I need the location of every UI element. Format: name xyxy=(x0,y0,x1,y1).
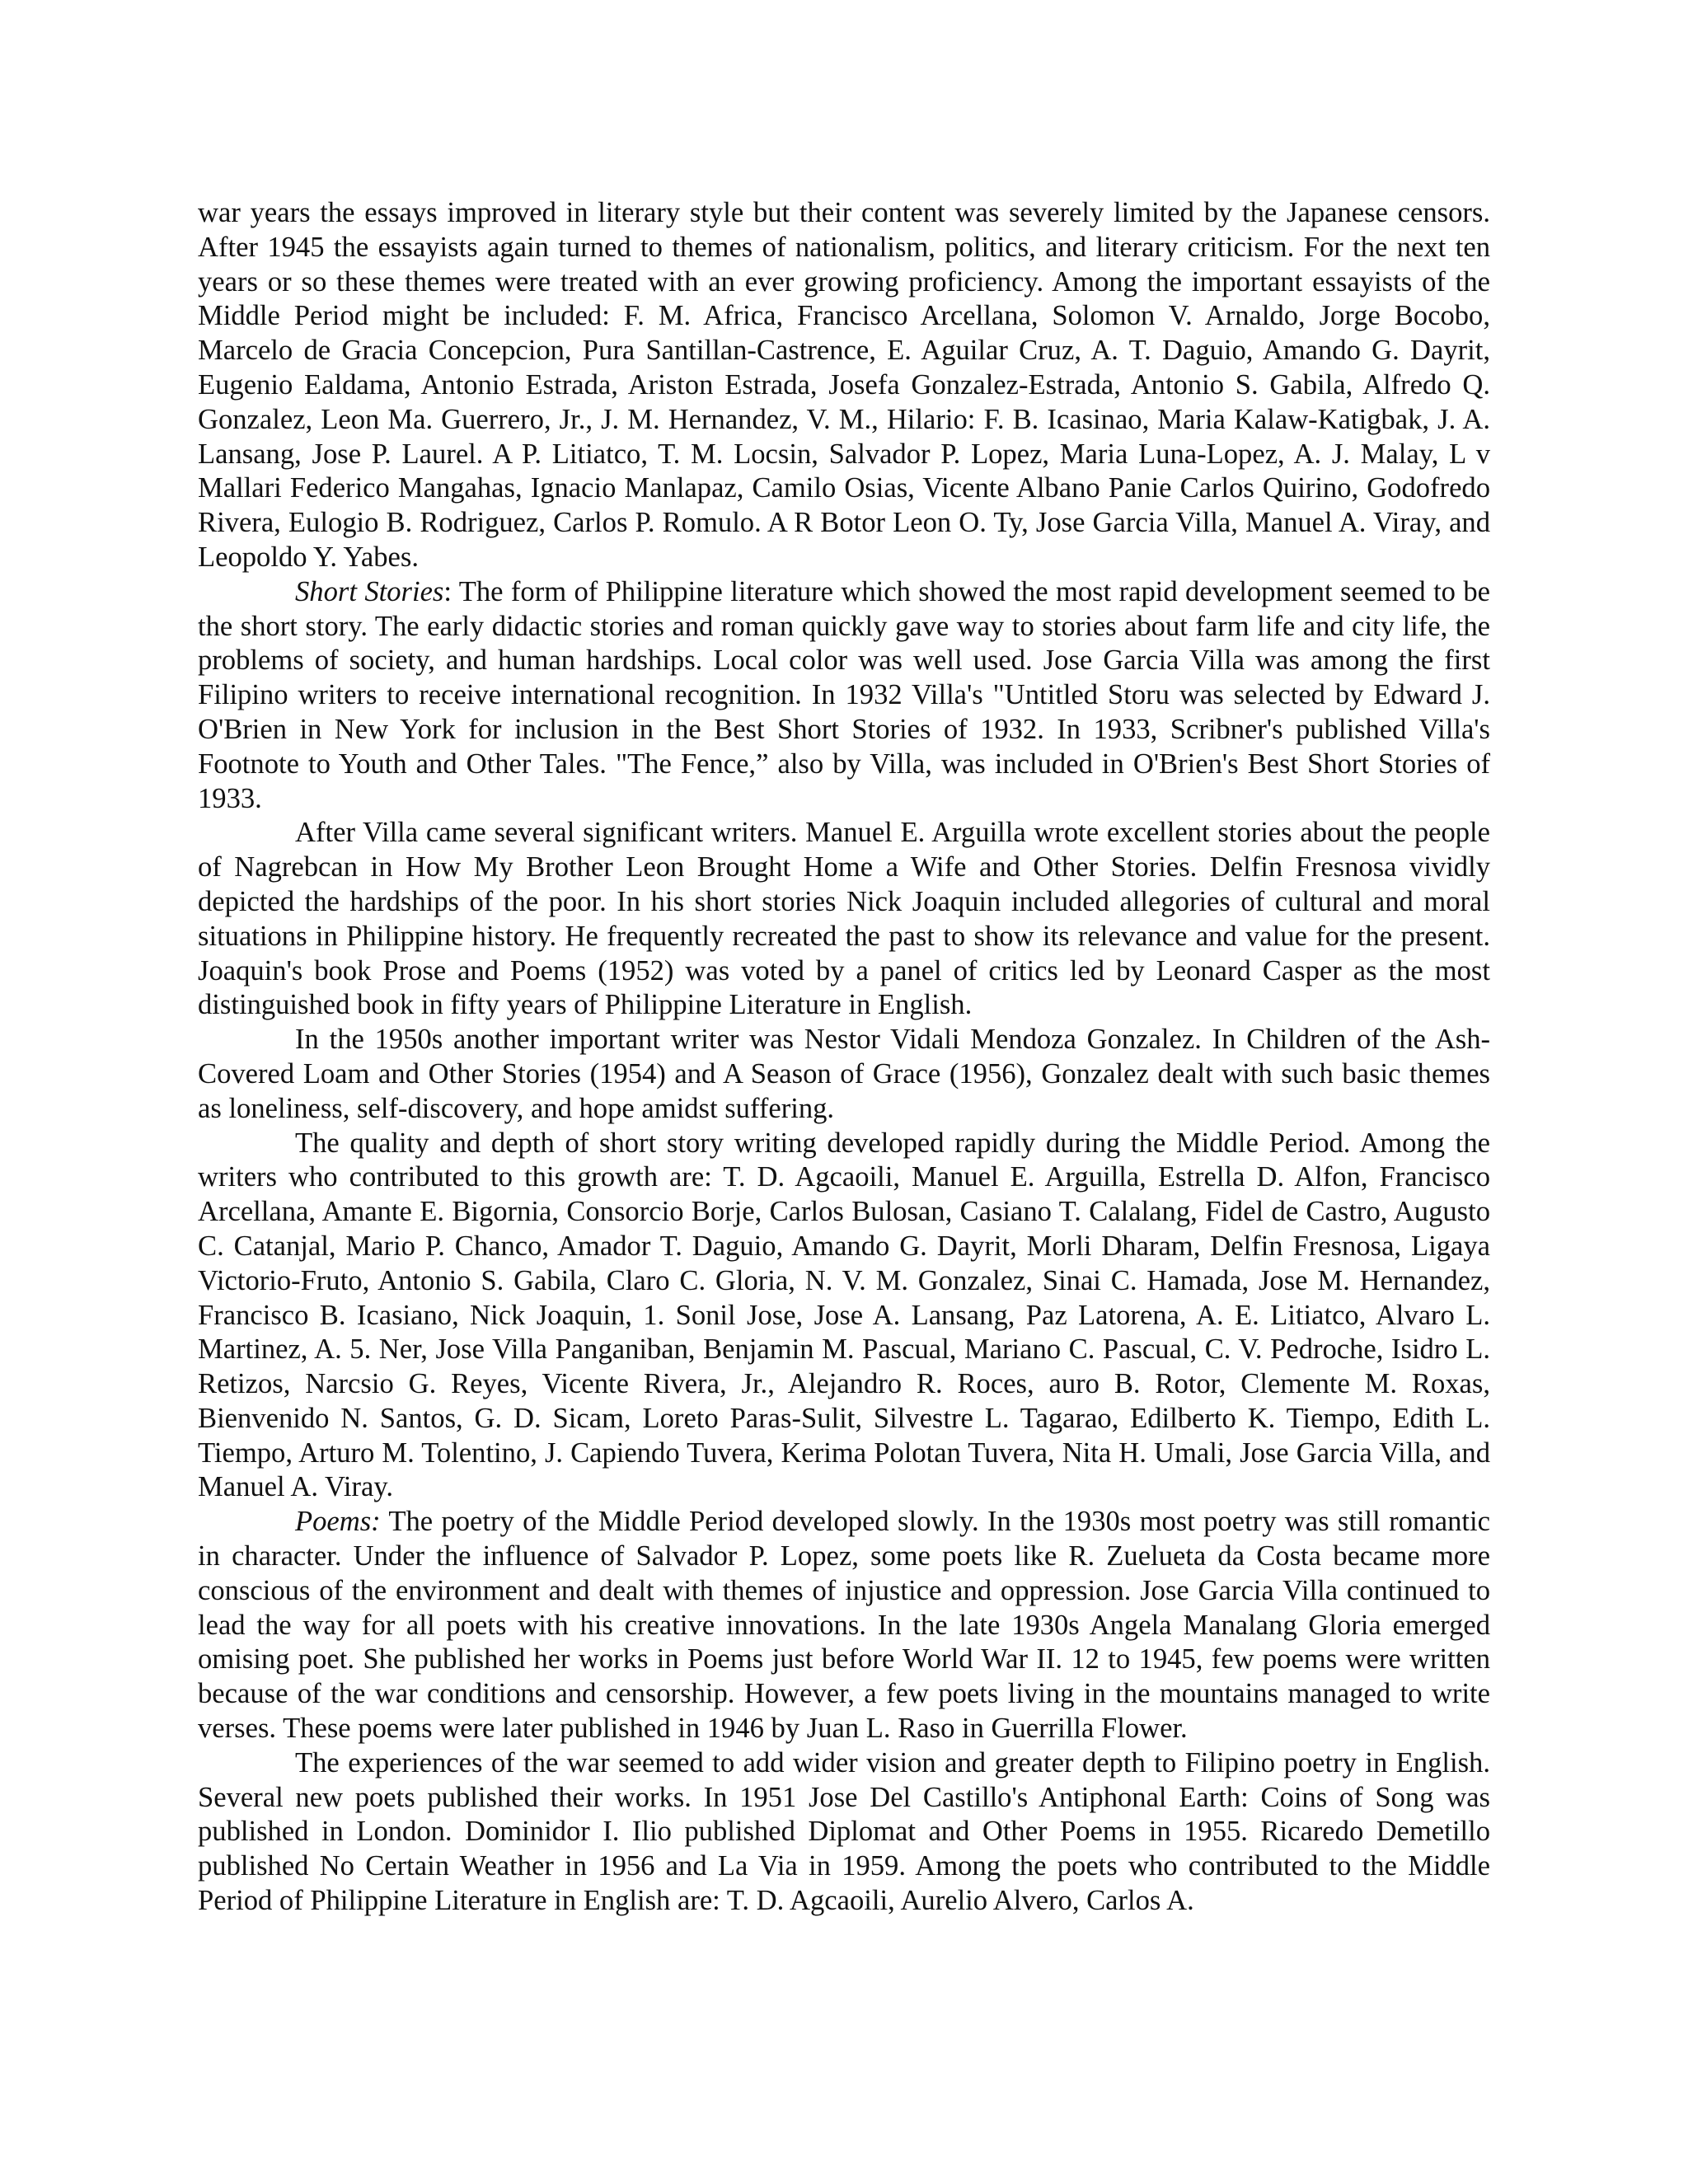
paragraph-short-stories xyxy=(198,575,1490,817)
paragraph-war-experiences xyxy=(198,1746,1490,1919)
section-lead-poems: Poems: xyxy=(295,1506,381,1538)
paragraph-text: The poetry of the Middle Period developed slowly. In the 1930s most poetry was still romantic in character. Under the influence of Salvador P. Lopez, some poets like R. Zuelueta da Costa became more conscious of the environment and dealt with themes of injustice and oppression. Jose Garcia Villa continued to lead the way for all poets with his creative innovations. In the late 1930s Angela Manalang Gloria emerged omising poet. She published her works in Poems just before World War II. 12 to 1945, few poems were written because of the war conditions and censorship. However, a few poets living in the mountains managed to write verses. These poems were later published in 1946 by Juan L. Raso in Guerrilla Flower. xyxy=(198,1506,1490,1745)
paragraph-text: After Villa came several significant writers. Manuel E. Arguilla wrote excellent stories about the people of Nagrebcan in How My Brother Leon Brought Home a Wife and Other Stories. Delfin Fresnosa vividly depicted the hardships of the poor. In his short stories Nick Joaquin included allegories of cultural and moral situations in Philippine history. He frequently recreated the past to show its relevance and value for the present. Joaquin's book Prose and Poems (1952) was voted by a panel of critics led by Leonard Casper as the most distinguished book in fifty years of Philippine Literature in English. xyxy=(198,817,1490,1021)
paragraph-text: In the 1950s another important writer was Nestor Vidali Mendoza Gonzalez. In Children of the Ash-Covered Loam and Other Stories (1954) and A Season of Grace (1956), Gonzalez dealt with such basic themes as loneliness, self-discovery, and hope amidst suffering. xyxy=(198,1024,1490,1124)
paragraph-essayists xyxy=(198,196,1490,575)
paragraph-1950s xyxy=(198,1023,1490,1126)
paragraph-text: The experiences of the war seemed to add wider vision and greater depth to Filipino poetry in English. Several new poets published their works. In 1951 Jose Del Castillo's Antiphonal Earth: Coins of Song was published in London. Dominidor I. Ilio published Diplomat and Other Poems in 1955. Ricaredo Demetillo published No Certain Weather in 1956 and La Via in 1959. Among the poets who contributed to the Middle Period of Philippine Literature in English are: T. D. Agcaoili, Aurelio Alvero, Carlos A. xyxy=(198,1746,1490,1917)
paragraph-text: war years the essays improved in literary style but their content was severely limited by the Japanese censors. After 1945 the essayists again turned to themes of nationalism, politics, and literary criticism. For the next ten years or so these themes were treated with an ever growing proficiency. Among the important essayists of the Middle Period might be included: F. M. Africa, Francisco Arcellana, Solomon V. Arnaldo, Jorge Bocobo, Marcelo de Gracia Concepcion, Pura Santillan-Castrence, E. Aguilar Cruz, A. T. Daguio, Amando G. Dayrit, Eugenio Ealdama, Antonio Estrada, Ariston Estrada, Josefa Gonzalez-Estrada, Antonio S. Gabila, Alfredo Q. Gonzalez, Leon Ma. Guerrero, Jr., J. M. Hernandez, V. M., Hilario: F. B. Icasinao, Maria Kalaw-Katigbak, J. A. Lansang, Jose P. Laurel. A P. Litiatco, T. M. Locsin, Salvador P. Lopez, Maria Luna-Lopez, A. J. Malay, L v Mallari Federico Mangahas, Ignacio Manlapaz, Camilo Osias, Vicente Albano Panie Carlos Quirino, Godofredo Rivera, Eulogio B. Rodriguez, Carlos P. Romulo. A R Botor Leon O. Ty, Jose Garcia Villa, Manuel A. Viray, and Leopoldo Y. Yabes. xyxy=(198,197,1490,573)
paragraph-text: The quality and depth of short story writing developed rapidly during the Middle Period. Among the writers who contributed to this growth are: T. D. Agcaoili, Manuel E. Arguilla, Estrella D. Alfon, Francisco Arcellana, Amante E. Bigornia, Consorcio Borje, Carlos Bulosan, Casiano T. Calalang, Fidel de Castro, Augusto C. Catanjal, Mario P. Chanco, Amador T. Daguio, Amando G. Dayrit, Morli Dharam, Delfin Fresnosa, Ligaya Victorio-Fruto, Antonio S. Gabila, Claro C. Gloria, N. V. M. Gonzalez, Sinai C. Hamada, Jose M. Hernandez, Francisco B. Icasiano, Nick Joaquin, 1. Sonil Jose, Jose A. Lansang, Paz Latorena, A. E. Litiatco, Alvaro L. Martinez, A. 5. Ner, Jose Villa Panganiban, Benjamin M. Pascual, Mariano C. Pascual, C. V. Pedroche, Isidro L. Retizos, Narcsio G. Reyes, Vicente Rivera, Jr., Alejandro R. Roces, auro B. Rotor, Clemente M. Roxas, Bienvenido N. Santos, G. D. Sicam, Loreto Paras-Sulit, Silvestre L. Tagarao, Edilberto K. Tiempo, Edith L. Tiempo, Arturo M. Tolentino, J. Capiendo Tuvera, Kerima Polotan Tuvera, Nita H. Umali, Jose Garcia Villa, and Manuel A. Viray. xyxy=(198,1127,1490,1503)
paragraph-short-story-writers xyxy=(198,1127,1490,1506)
paragraph-poems xyxy=(198,1505,1490,1746)
section-lead-short-stories: Short Stories xyxy=(295,575,444,607)
paragraph-text: : The form of Philippine literature which showed the most rapid development seemed to be the short story. The early didactic stories and roman quickly gave way to stories about farm life and city life, the problems of society, and human hardships. Local color was well used. Jose Garcia Villa was among the first Filipino writers to receive international recognition. In 1932 Villa's "Untitled Storu was selected by Edward J. O'Brien in New York for inclusion in the Best Short Stories of 1932. In 1933, Scribner's published Villa's Footnote to Youth and Other Tales. "The Fence,” also by Villa, was included in O'Brien's Best Short Stories of 1933. xyxy=(198,575,1490,814)
paragraph-after-villa xyxy=(198,816,1490,1023)
document-page xyxy=(198,196,1490,1919)
